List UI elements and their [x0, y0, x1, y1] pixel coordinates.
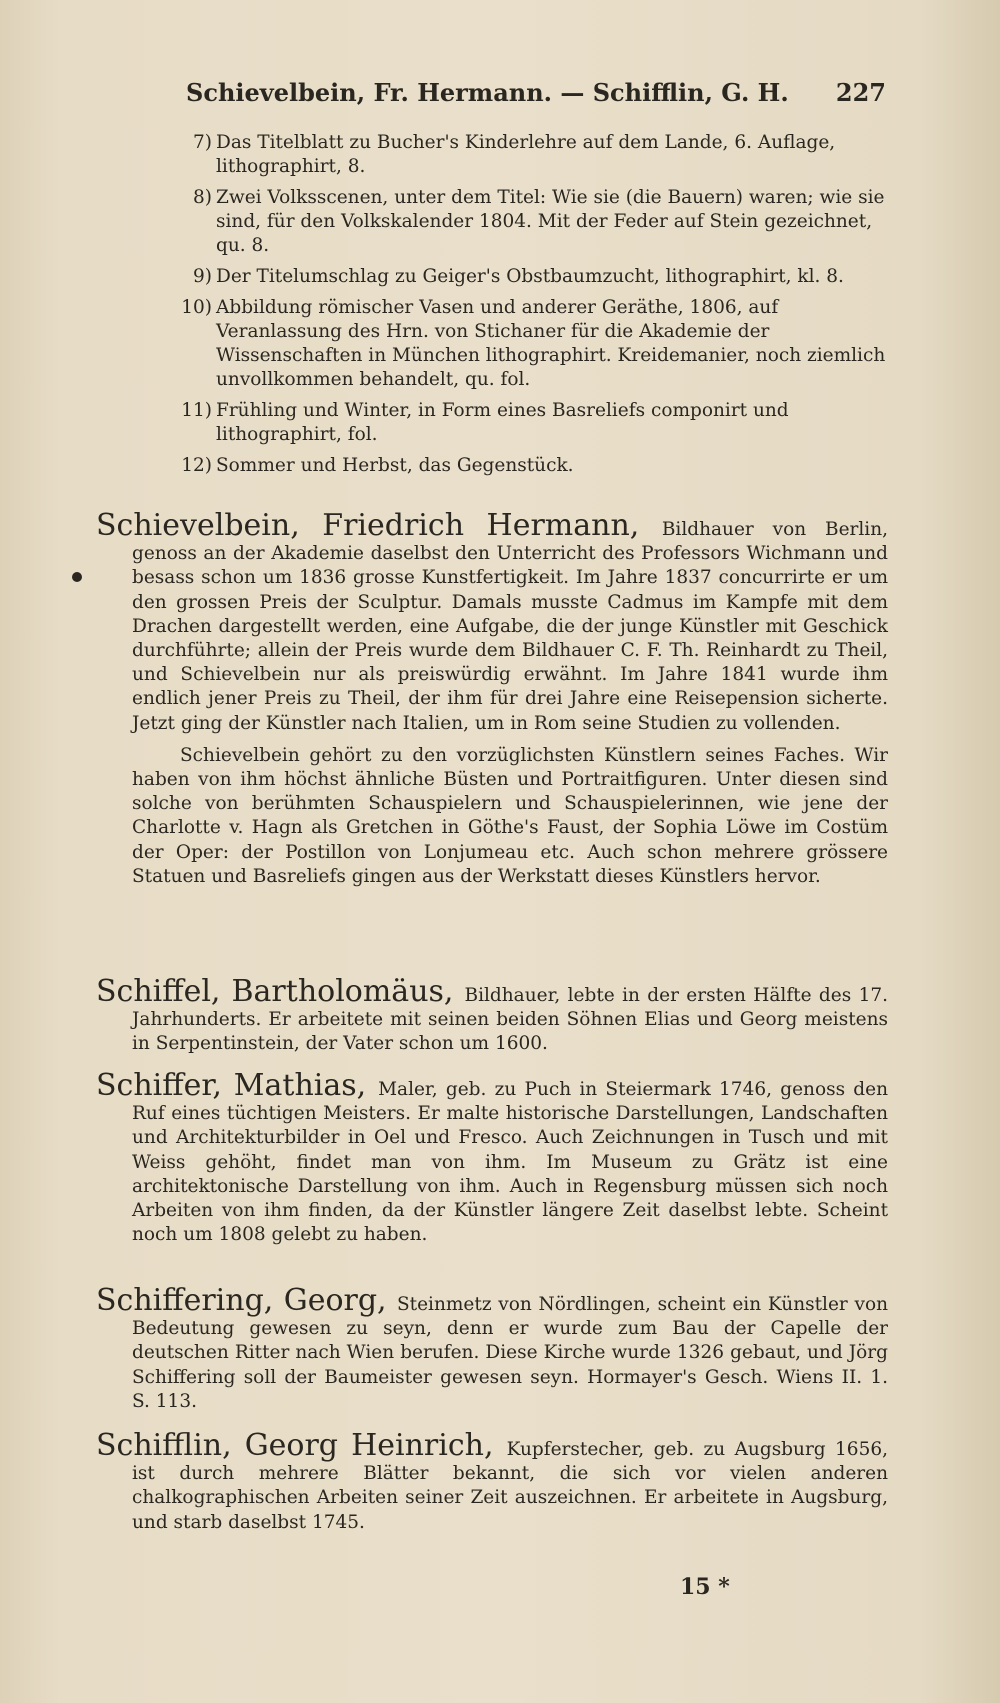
running-header — [186, 78, 886, 114]
entry-schiffering — [96, 1285, 888, 1414]
entry-text: Maler, geb. zu Puch in Steiermark 1746, genoss den Ruf eines tüchtigen Meisters. Er malte historische Darstellungen, Landschaften und Architekturbilder in Oel und Fresco. Auch Zeichnungen in Tusch und mit Weiss gehöht, findet man von ihm. Im Museum zu Grätz ist eine architektonische Darstellung von ihm. Auch in Regensburg müssen sich noch Arbeiten von ihm finden, da der Künstler längere Zeit daselbst lebte. Scheint noch um 1808 gelebt zu haben. — [132, 1079, 889, 1246]
ink-blot-mark — [72, 572, 82, 582]
entry-heading: Schievelbein, Friedrich Hermann, — [96, 508, 662, 543]
entry-text-continued: Schievelbein gehört zu den vorzüglichsten Künstlern seines Faches. Wir haben von ihm höchst ähnliche Büsten und Portraitfiguren. Unter diesen sind solche von berühmten Schauspielern und Schauspielerinnen, wie jene der Charlotte v. Hagn als Gretchen in Göthe's Faust, der Sophia Löwe im Costüm der Oper: der Postillon von Lonjumeau etc. Auch schon mehrere grössere Statuen und Basreliefs gingen aus der Werkstatt dieses Künstlers hervor. — [132, 744, 888, 887]
list-item — [174, 454, 886, 478]
entry-schievelbein — [96, 510, 888, 889]
numbered-works-list — [174, 131, 886, 485]
entry-text: Bildhauer von Berlin, genoss an der Akademie daselbst den Unterricht des Professors Wichmann und besass schon um 1836 grosse Kunstfertigkeit. Im Jahre 1837 concurrirte er um den grossen Preis der Sculptur. Damals musste Cadmus im Kampfe mit dem Drachen dargestellt werden, eine Aufgabe, die der junge Künstler mit Geschick durchführte; allein der Preis wurde dem Bildhauer C. F. Th. Reinhardt zu Theil, und Schievelbein nur als preiswürdig erwähnt. Im Jahre 1841 wurde ihm endlich jener Preis zu Theil, der ihm für drei Jahre eine Reisepension sicherte. Jetzt ging der Künstler nach Italien, um in Rom seine Studien zu vollenden. — [132, 519, 888, 734]
list-item-number: 12) — [181, 455, 212, 476]
list-item — [174, 296, 886, 392]
entry-text: Steinmetz von Nördlingen, scheint ein Künstler von Bedeutung gewesen zu seyn, denn er wurde zum Bau der Capelle der deutschen Ritter nach Wien berufen. Diese Kirche wurde 1326 gebaut, und Jörg Schiffering soll der Baumeister gewesen seyn. Hormayer's Gesch. Wiens II. 1. S. 113. — [132, 1294, 888, 1412]
entry-heading: Schifflin, Georg Heinrich, — [96, 1428, 507, 1463]
list-item-text: Sommer und Herbst, das Gegenstück. — [216, 455, 574, 476]
list-item-text: Das Titelblatt zu Bucher's Kinderlehre auf dem Lande, 6. Auflage, lithographirt, 8. — [216, 132, 836, 177]
list-item-number: 10) — [181, 297, 212, 318]
header-title: Schievelbein, Fr. Hermann. — Schifflin, G. H. — [186, 78, 789, 107]
entry-text: Bildhauer, lebte in der ersten Hälfte des 17. Jahrhunderts. Er arbeitete mit seinen beiden Söhnen Elias und Georg meistens in Serpentinstein, der Vater schon um 1600. — [132, 985, 888, 1055]
list-item — [174, 399, 886, 447]
list-item-number: 8) — [193, 187, 212, 208]
list-item-text: Frühling und Winter, in Form eines Basreliefs componirt und lithographirt, fol. — [216, 400, 789, 445]
list-item-text: Abbildung römischer Vasen und anderer Geräthe, 1806, auf Veranlassung des Hrn. von Stichaner für die Akademie der Wissenschaften in München lithographirt. Kreidemanier, noch ziemlich unvollkommen behandelt, qu. fol. — [216, 297, 886, 390]
list-item — [174, 265, 886, 289]
list-item-text: Der Titelumschlag zu Geiger's Obstbaumzucht, lithographirt, kl. 8. — [216, 266, 844, 287]
list-item-number: 11) — [181, 400, 212, 421]
entry-schifflin — [96, 1430, 888, 1535]
entry-heading: Schiffer, Mathias, — [96, 1068, 379, 1103]
list-item-number: 9) — [193, 266, 212, 287]
entry-schiffel — [96, 976, 888, 1057]
list-item — [174, 131, 886, 179]
signature-mark: 15 * — [680, 1574, 730, 1600]
list-item-text: Zwei Volksscenen, unter dem Titel: Wie sie (die Bauern) waren; wie sie sind, für den Volkskalender 1804. Mit der Feder auf Stein gezeichnet, qu. 8. — [216, 187, 885, 256]
entry-schiffer — [96, 1070, 888, 1247]
list-item — [174, 186, 886, 258]
entry-text: Kupferstecher, geb. zu Augsburg 1656, ist durch mehrere Blätter bekannt, die sich vor vielen anderen chalkographischen Arbeiten seiner Zeit auszeichnen. Er arbeitete in Augsburg, und starb daselbst 1745. — [132, 1439, 888, 1533]
list-item-number: 7) — [193, 132, 212, 153]
entry-heading: Schiffel, Bartholomäus, — [96, 974, 465, 1009]
page-number: 227 — [835, 78, 886, 107]
entry-heading: Schiffering, Georg, — [96, 1283, 397, 1318]
